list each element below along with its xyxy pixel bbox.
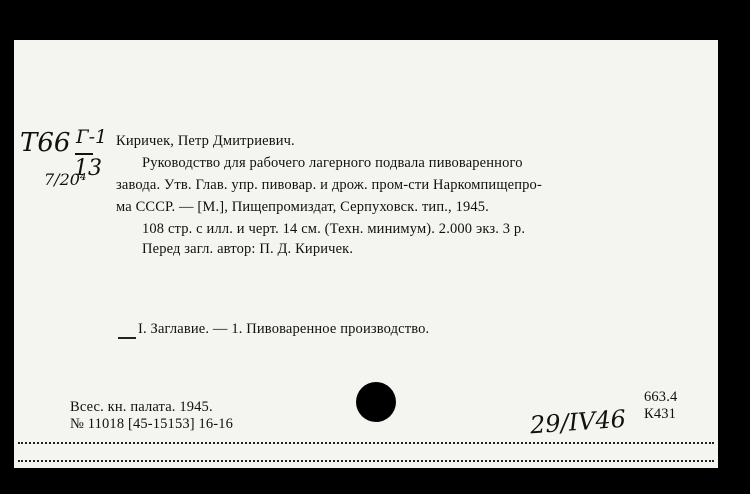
book-chamber-line-2: № 11018 [45-15153] 16-16: [70, 416, 234, 432]
entry-line-2: завода. Утв. Глав. упр. пивовар. и дрож. пром-сти Наркомпищепро-: [116, 177, 542, 193]
lower-dotted-rule: [18, 460, 714, 462]
shelfmark-code: Т66: [20, 128, 71, 158]
classification-number: 663.4: [644, 389, 678, 405]
entry-line-4: 108 стр. с илл. и черт. 14 см. (Техн. минимум). 2.000 экз. 3 р.: [142, 221, 526, 237]
author-heading: Киричек, Петр Дмитриевич.: [116, 133, 295, 149]
shelfmark-denominator: 13: [74, 156, 102, 181]
bottom-dotted-rule: [18, 442, 714, 444]
book-chamber-line-1: Всес. кн. палата. 1945.: [70, 399, 213, 415]
shelfmark-numerator: Г-1: [76, 126, 108, 148]
shelfmark-fraction-bar: [75, 153, 93, 155]
entry-line-3: ма СССР. — [М.], Пищепромиздат, Серпуховск. тип., 1945.: [116, 199, 489, 215]
catalog-card: [14, 40, 718, 468]
punch-hole: [356, 382, 396, 422]
shelfmark-note: 7/20⁴: [44, 170, 87, 189]
tracings-dash: [118, 337, 136, 339]
entry-line-1: Руководство для рабочего лагерного подвала пивоваренного: [142, 155, 523, 171]
handwritten-number: 29/IV46: [529, 404, 627, 440]
entry-line-5: Перед загл. автор: П. Д. Киричек.: [142, 241, 354, 257]
tracings: I. Заглавие. — 1. Пивоваренное производство.: [138, 321, 430, 337]
author-mark: К431: [644, 406, 677, 422]
